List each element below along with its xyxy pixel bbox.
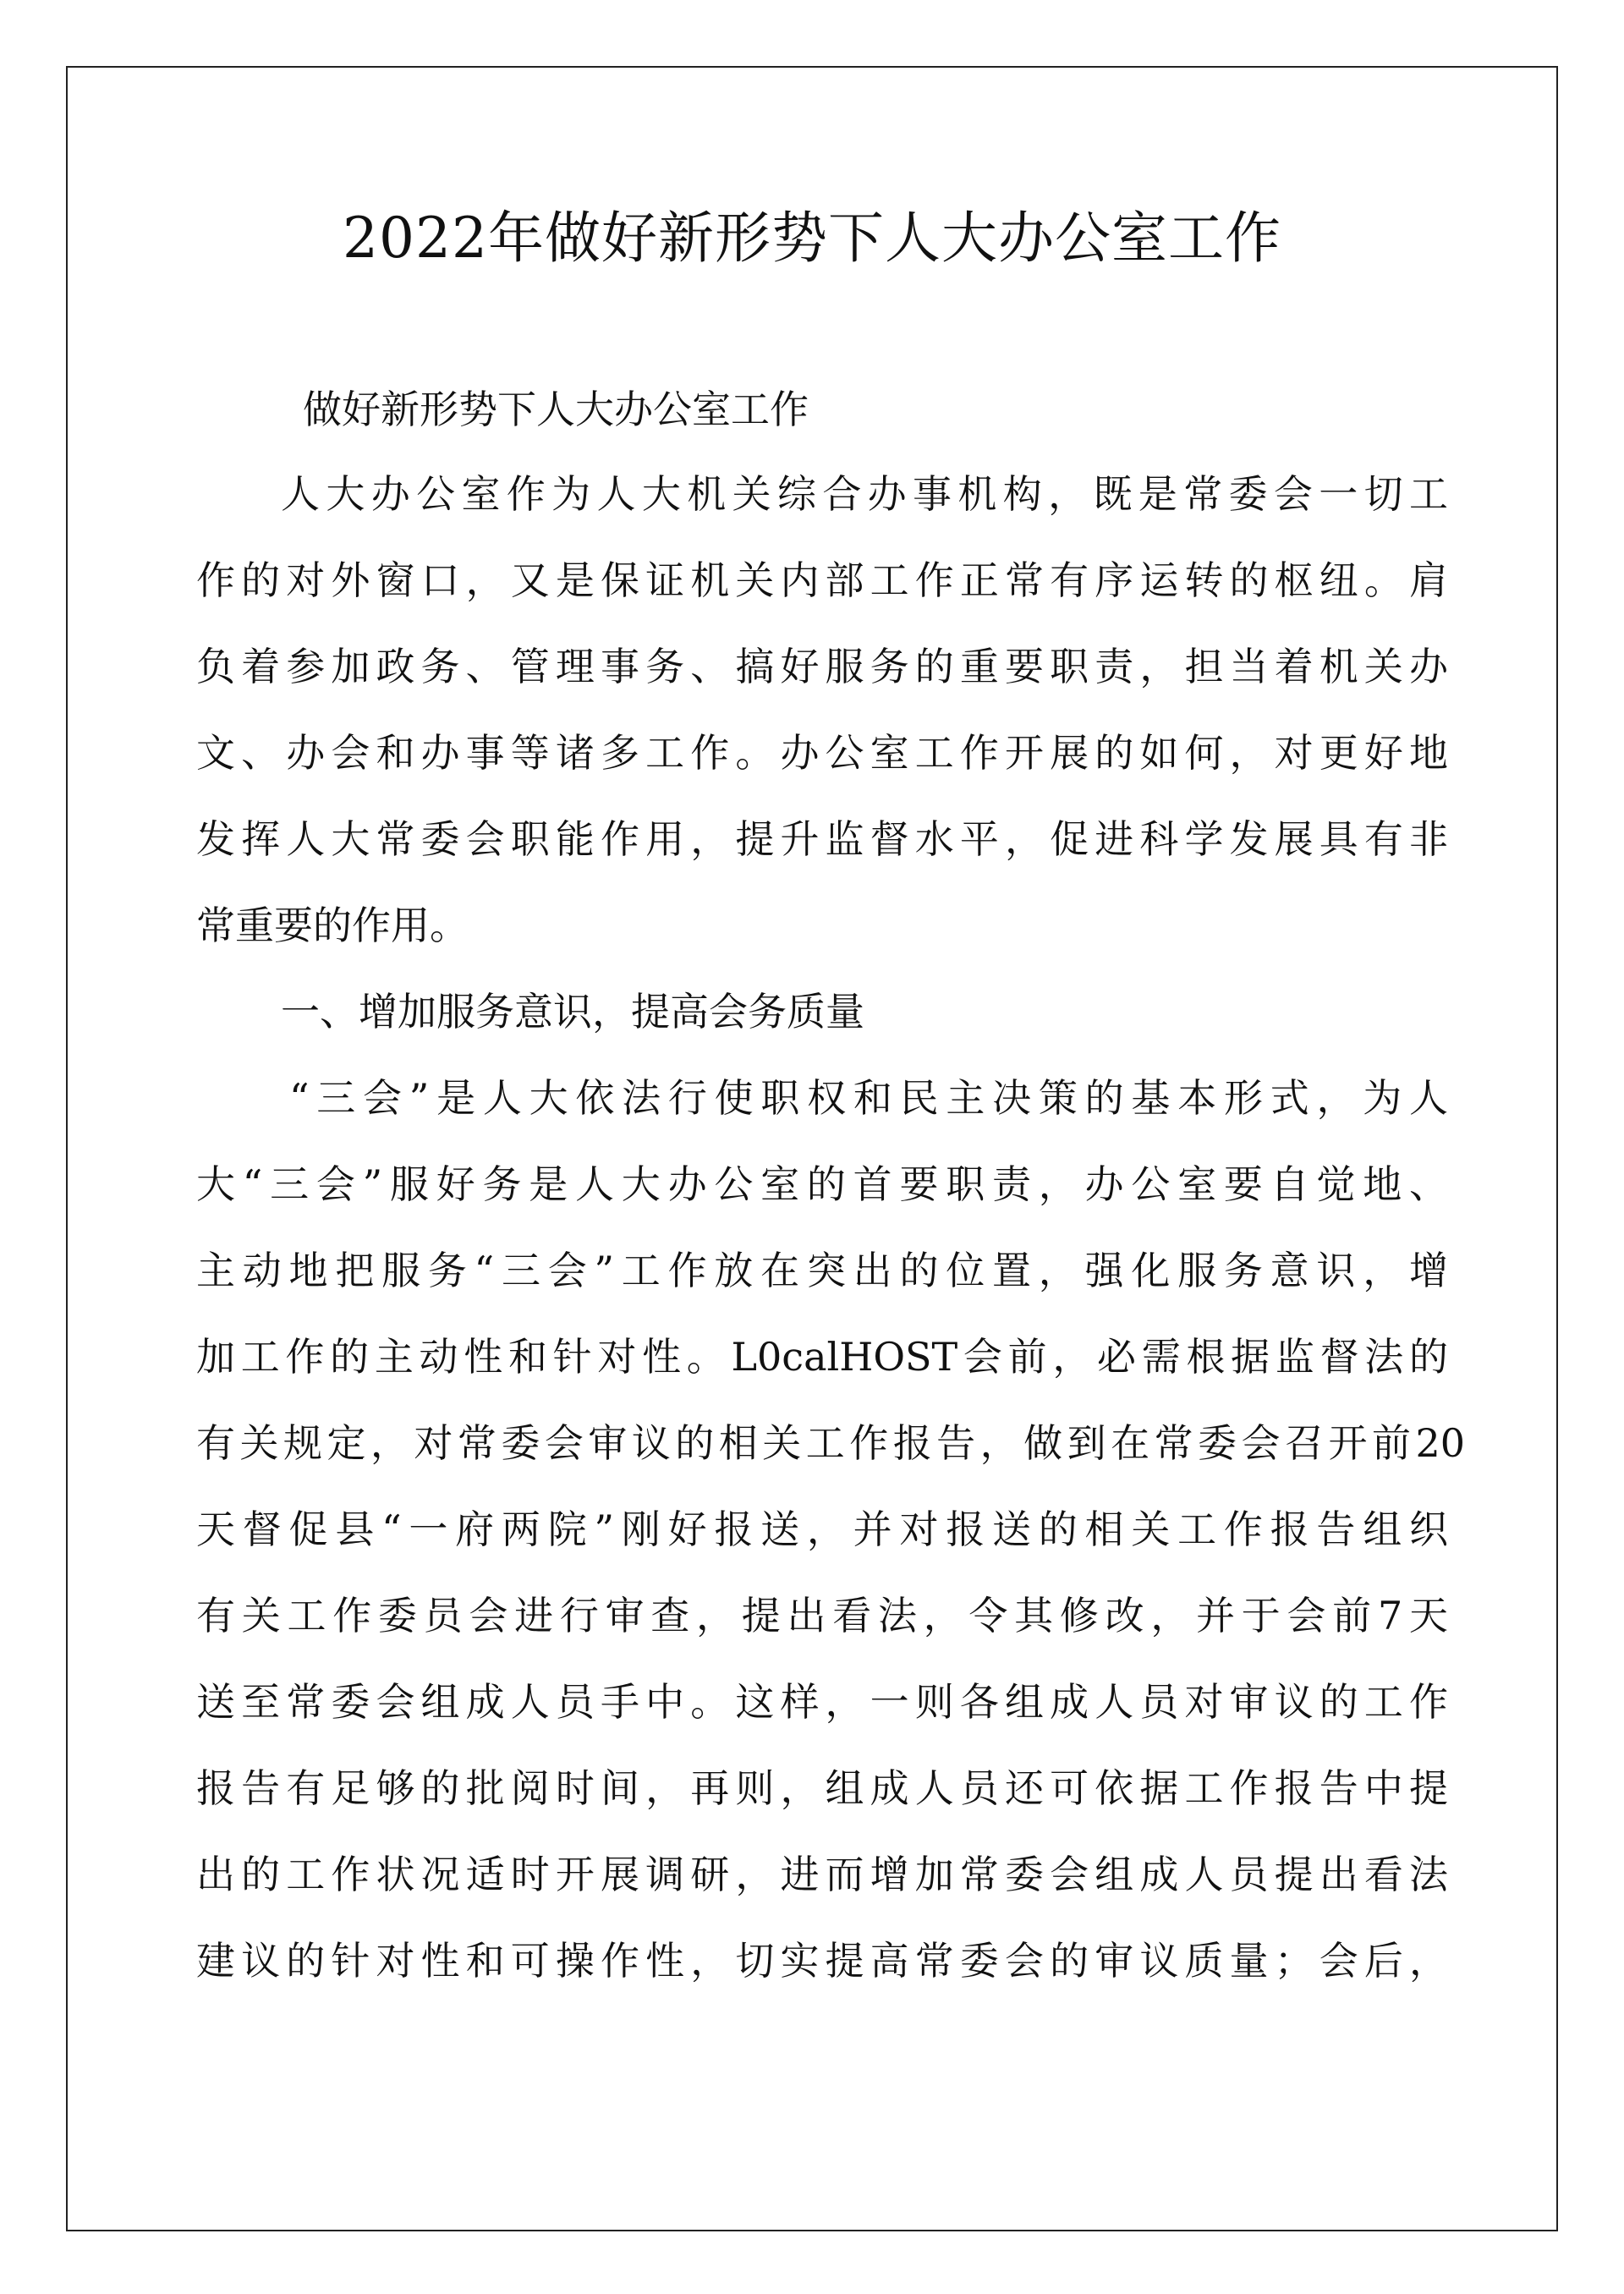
paragraph-line: 人大办公室作为人大机关综合办事机构，既是常委会一切工 (281, 471, 1448, 517)
paragraph-line: 送至常委会组成人员手中。这样，一则各组成人员对审议的工作 (196, 1679, 1448, 1725)
paragraph-line: 报告有足够的批阅时间，再则，组成人员还可依据工作报告中提 (196, 1765, 1448, 1811)
paragraph-line: 负着参加政务、管理事务、搞好服务的重要职责，担当着机关办 (196, 644, 1448, 689)
page-border (66, 66, 1558, 2231)
document-subtitle: 做好新形势下人大办公室工作 (303, 387, 809, 432)
paragraph-line: 主动地把服务“三会”工作放在突出的位置，强化服务意识，增 (196, 1248, 1448, 1293)
paragraph-line: 发挥人大常委会职能作用，提升监督水平，促进科学发展具有非 (196, 816, 1448, 862)
paragraph-line: 有关工作委员会进行审查，提出看法，令其修改，并于会前7天 (196, 1593, 1448, 1638)
section-heading: 一、增加服务意识，提高会务质量 (281, 989, 864, 1034)
paragraph-line: 有关规定，对常委会审议的相关工作报告，做到在常委会召开前20 (196, 1420, 1465, 1466)
paragraph-line: 常重要的作用。 (196, 903, 469, 948)
paragraph-line: 文、办会和办事等诸多工作。办公室工作开展的如何，对更好地 (196, 730, 1448, 776)
paragraph-line: 加工作的主动性和针对性。L0calHOST会前，必需根据监督法的 (196, 1334, 1448, 1380)
paragraph-line: 天督促县“一府两院”刚好报送，并对报送的相关工作报告组织 (196, 1506, 1448, 1552)
paragraph-line: 作的对外窗口，又是保证机关内部工作正常有序运转的枢纽。肩 (196, 557, 1448, 603)
paragraph-line: “三会”是人大依法行使职权和民主决策的基本形式，为人 (289, 1075, 1448, 1121)
paragraph-line: 出的工作状况适时开展调研，进而增加常委会组成人员提出看法 (196, 1852, 1448, 1897)
document-title: 2022年做好新形势下人大办公室工作 (343, 206, 1281, 271)
paragraph-line: 大“三会”服好务是人大办公室的首要职责，办公室要自觉地、 (196, 1161, 1448, 1207)
paragraph-line: 建议的针对性和可操作性，切实提高常委会的审议质量；会后， (196, 1938, 1448, 1984)
